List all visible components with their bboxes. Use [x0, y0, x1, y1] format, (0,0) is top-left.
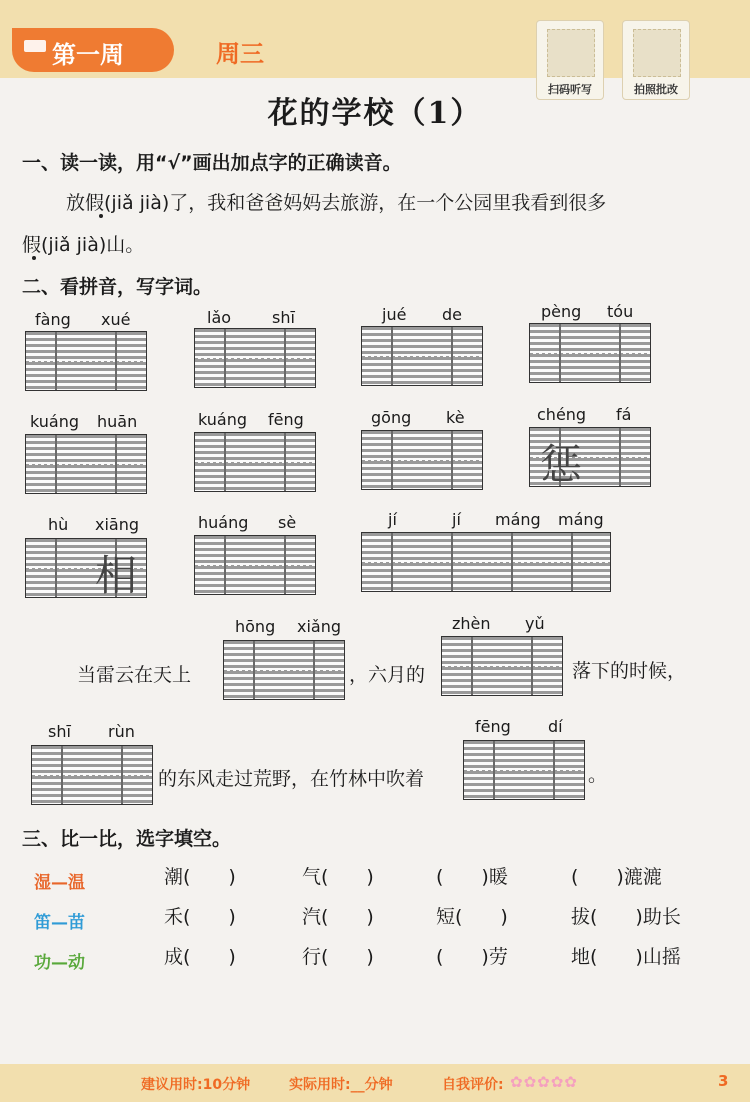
emphasis-dot — [32, 256, 36, 260]
fill-item[interactable]: 短( ) — [436, 906, 508, 928]
fill-item[interactable]: ( )劳 — [436, 946, 508, 968]
char-pair: 笛—苗 — [34, 913, 85, 933]
pinyin: sè — [278, 513, 297, 532]
writing-grid[interactable] — [194, 328, 316, 388]
writing-grid[interactable] — [463, 740, 585, 800]
writing-grid[interactable] — [441, 636, 563, 696]
pinyin: huān — [97, 412, 138, 431]
pinyin: shī — [272, 308, 295, 327]
writing-grid[interactable] — [25, 331, 147, 391]
pinyin: kuáng — [30, 412, 80, 431]
pinyin: xiāng — [95, 515, 140, 534]
fill-item[interactable]: 潮( ) — [164, 866, 236, 888]
pinyin: xiǎng — [297, 617, 342, 636]
fill-item[interactable]: 行( ) — [302, 946, 374, 968]
pinyin: gōng — [371, 408, 412, 427]
pencil-icon — [24, 40, 46, 52]
pinyin: yǔ — [525, 614, 545, 633]
fill-item[interactable]: ( )暖 — [436, 866, 508, 888]
pinyin: rùn — [108, 722, 135, 741]
pinyin: jí — [452, 510, 461, 529]
section1-line1: 放假(jiǎ jià)了，我和爸爸妈妈去旅游，在一个公园里我看到很多 — [66, 192, 607, 214]
week-badge — [12, 28, 174, 72]
footer-bar — [0, 1064, 750, 1102]
pinyin: kuáng — [198, 410, 248, 429]
char-pair: 湿—温 — [34, 873, 85, 893]
pinyin: xué — [101, 310, 131, 329]
emphasis-dot — [99, 214, 103, 218]
writing-grid[interactable] — [529, 323, 651, 383]
section3-heading: 三、比一比，选字填空。 — [22, 828, 232, 850]
pinyin: zhèn — [452, 614, 491, 633]
fill-item[interactable]: 地( )山摇 — [571, 946, 681, 968]
char-pair: 功—动 — [34, 953, 85, 973]
sentence-text: 的东风走过荒野，在竹林中吹着 — [158, 768, 425, 790]
prefilled-character: 惩 — [539, 440, 582, 489]
pinyin: lǎo — [207, 308, 232, 327]
fill-item[interactable]: 拔( )助长 — [571, 906, 681, 928]
day-label: 周三 — [216, 40, 264, 68]
pinyin: máng — [558, 510, 604, 529]
writing-grid[interactable] — [361, 532, 611, 592]
writing-grid[interactable] — [361, 326, 483, 386]
pinyin: dí — [548, 717, 563, 736]
fill-item[interactable]: 禾( ) — [164, 906, 236, 928]
prefilled-character: 相 — [94, 551, 137, 600]
flower-rating-icons[interactable]: ✿✿✿✿✿ — [510, 1073, 578, 1091]
self-evaluation: 自我评价: — [442, 1077, 504, 1093]
pinyin: pèng — [541, 302, 582, 321]
actual-time: 实际用时:__分钟 — [289, 1077, 393, 1093]
sentence-text: ，六月的 — [349, 664, 426, 686]
writing-grid[interactable] — [194, 432, 316, 492]
writing-grid[interactable] — [194, 535, 316, 595]
writing-grid[interactable] — [361, 430, 483, 490]
pinyin: chéng — [537, 405, 587, 424]
pinyin: fēng — [268, 410, 304, 429]
pinyin: fá — [616, 405, 632, 424]
fill-item[interactable]: 成( ) — [164, 946, 236, 968]
sentence-text: 落下的时候， — [572, 660, 687, 682]
page-number: 3 — [718, 1072, 729, 1090]
fill-item[interactable]: ( )漉漉 — [571, 866, 662, 888]
week-label: 第一周 — [52, 41, 124, 69]
writing-grid[interactable] — [25, 434, 147, 494]
fill-item[interactable]: 汽( ) — [302, 906, 374, 928]
pinyin: hù — [48, 515, 69, 534]
qr-code-icon — [547, 29, 595, 77]
section1-line2: 假(jiǎ jià)山。 — [22, 234, 145, 256]
pinyin: hōng — [235, 617, 276, 636]
pinyin: fēng — [475, 717, 511, 736]
photo-grading-label: 拍照批改 — [634, 83, 678, 96]
pinyin: fàng — [35, 310, 71, 329]
pinyin: de — [442, 305, 462, 324]
section1-heading: 一、读一读，用“√”画出加点字的正确读音。 — [22, 152, 402, 174]
scan-dictation-label: 扫码听写 — [548, 83, 592, 96]
pinyin: kè — [446, 408, 465, 427]
sentence-text: 当雷云在天上 — [77, 664, 192, 686]
pinyin: huáng — [198, 513, 249, 532]
pinyin: tóu — [607, 302, 634, 321]
writing-grid[interactable] — [223, 640, 345, 700]
section2-heading: 二、看拼音，写字词。 — [22, 276, 213, 298]
pinyin: máng — [495, 510, 541, 529]
suggested-time: 建议用时:10分钟 — [141, 1077, 251, 1093]
pinyin: jí — [388, 510, 397, 529]
pinyin: jué — [382, 305, 407, 324]
fill-item[interactable]: 气( ) — [302, 866, 374, 888]
sentence-text: 。 — [588, 764, 608, 786]
page-title: 花的学校（1） — [267, 96, 483, 131]
writing-grid[interactable] — [31, 745, 153, 805]
pinyin: shī — [48, 722, 71, 741]
qr-code-icon — [633, 29, 681, 77]
